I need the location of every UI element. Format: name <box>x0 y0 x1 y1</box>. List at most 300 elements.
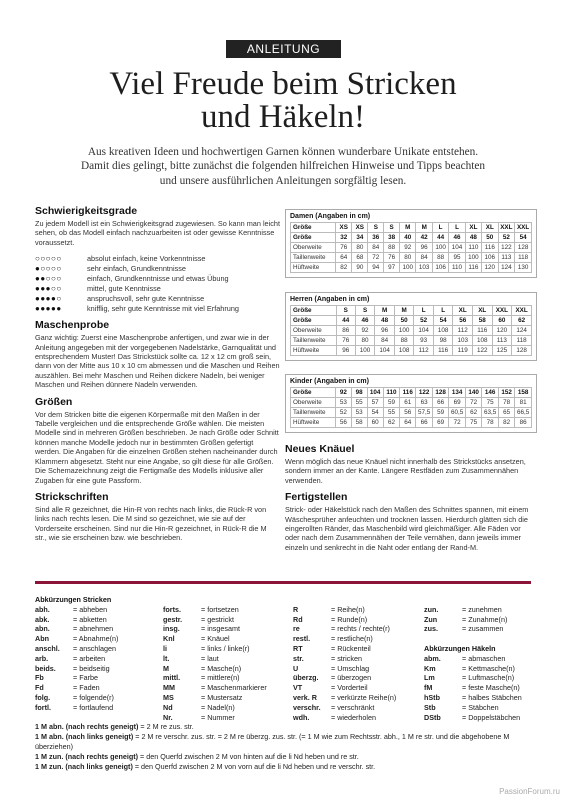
table-cell: 50 <box>482 233 498 243</box>
note-key: 1 M abn. (nach links geneigt) <box>35 732 134 741</box>
table-cell: 104 <box>367 388 383 398</box>
abbr-key: MS <box>163 692 174 702</box>
table-caption: Damen (Angaben in cm) <box>290 213 371 220</box>
abbr-row <box>424 605 522 615</box>
abbr-key: Zun <box>424 614 438 624</box>
abbr-value: = abketten <box>73 614 107 624</box>
table-caption: Herren (Angaben in cm) <box>290 296 370 303</box>
table-cell: 90 <box>352 263 368 273</box>
table-cell: 53 <box>351 408 367 418</box>
note-text: = 2 M re zus. str. <box>138 722 194 731</box>
table-cell: 84 <box>416 253 432 263</box>
table-row <box>291 243 532 253</box>
abbr-key: abn. <box>35 624 50 634</box>
table-cell: 98 <box>351 388 367 398</box>
table-cell: 125 <box>492 346 512 356</box>
abbr-key: abh. <box>35 604 50 614</box>
table-cell: 130 <box>515 263 532 273</box>
abbr-value: = Vorderteil <box>331 683 368 693</box>
abbr-row <box>293 644 396 654</box>
table-cell: 112 <box>453 326 473 336</box>
table-cell: S <box>368 223 384 233</box>
table-cell: 113 <box>498 253 515 263</box>
table-cell: 57 <box>367 398 383 408</box>
table-cell: 66 <box>433 398 449 408</box>
difficulty-level <box>35 293 280 303</box>
table-cell: L <box>449 223 465 233</box>
size-table <box>290 387 532 428</box>
table-cell: 57,5 <box>416 408 433 418</box>
difficulty-dots: ●●○○○ <box>35 273 62 283</box>
abbr-value: = Mustersatz <box>201 692 243 702</box>
abbr-key: lt. <box>163 653 170 663</box>
abbr-value: = überzogen <box>331 673 372 683</box>
table-row <box>291 336 532 346</box>
table-cell: 104 <box>414 326 434 336</box>
note-text: = den Querfd zwischen 2 M von vorn auf die li Nd heben und re verschr. str. <box>132 762 376 771</box>
size-table-women <box>285 209 537 278</box>
difficulty-label: einfach, Grundkenntnisse und etwas Übung <box>87 273 229 283</box>
watermark: PassionForum.ru <box>499 787 560 796</box>
table-cell: 116 <box>482 243 498 253</box>
table-cell: 36 <box>368 233 384 243</box>
table-row <box>291 263 532 273</box>
table-cell: 146 <box>482 388 499 398</box>
table-cell: 106 <box>482 253 498 263</box>
table-cell: 63,5 <box>482 408 499 418</box>
abbr-value: = wiederholen <box>331 712 376 722</box>
abbr-row <box>35 615 118 625</box>
table-cell: 54 <box>367 408 383 418</box>
abbr-row <box>163 703 267 713</box>
table-cell: 58 <box>472 316 492 326</box>
abbr-value: = Stäbchen <box>462 702 499 712</box>
abbr-value: = feste Masche(n) <box>462 683 520 693</box>
table-cell: 108 <box>472 336 492 346</box>
abbr-value: = arbeiten <box>73 653 106 663</box>
abbr-value: = fortlaufend <box>73 702 114 712</box>
note-text: = 2 M re verschr. zus. str. = 2 M re überzg. zus. str. (= 1 M wie zum Rechtsstr. abh., 1 M re str. und die abgehobene M überziehen) <box>35 732 510 751</box>
table-cell: 64 <box>400 418 416 428</box>
table-cell: Taillenweite <box>291 336 337 346</box>
table-row <box>291 253 532 263</box>
note-line <box>35 722 535 732</box>
abbr-key: mittl. <box>163 673 181 683</box>
table-caption: Kinder (Angaben in cm) <box>290 378 369 385</box>
table-cell: 56 <box>453 316 473 326</box>
table-cell: 60 <box>492 316 512 326</box>
abbr-value: = mittlere(n) <box>201 673 240 683</box>
table-cell: 116 <box>400 388 416 398</box>
difficulty-levels <box>35 253 280 313</box>
abbr-value: = Knäuel <box>201 634 230 644</box>
table-cell: Größe <box>291 316 337 326</box>
abbr-value: = Kettmasche(n) <box>462 663 515 673</box>
table-cell: 124 <box>512 326 532 336</box>
abbr-value: = Rückenteil <box>331 643 371 653</box>
table-cell: 124 <box>498 263 515 273</box>
table-cell: 128 <box>515 243 532 253</box>
notes <box>35 722 535 772</box>
abbr-row <box>163 713 267 723</box>
abbr-value: = Reihe(n) <box>331 604 365 614</box>
table-cell: 112 <box>414 346 434 356</box>
note-key: 1 M abn. (nach rechts geneigt) <box>35 722 139 731</box>
abbr-key: Nr. <box>163 712 173 722</box>
abbr-value: = anschlagen <box>73 643 116 653</box>
difficulty-dots: ○○○○○ <box>35 253 62 263</box>
difficulty-level <box>35 263 280 273</box>
abbr-key: folg. <box>35 692 51 702</box>
table-cell: XXL <box>492 306 512 316</box>
table-cell: 134 <box>449 388 466 398</box>
abbr-key: anschl. <box>35 643 60 653</box>
table-cell: XL <box>472 306 492 316</box>
left-column <box>35 205 280 549</box>
abbr-key: Nd <box>163 702 173 712</box>
table-cell: 88 <box>384 243 400 253</box>
table-cell: 110 <box>449 263 465 273</box>
table-cell: 80 <box>355 336 375 346</box>
abbr-row <box>424 595 522 605</box>
table-cell: Oberweite <box>291 398 336 408</box>
abbr-value: = Zunahme(n) <box>462 614 508 624</box>
table-row <box>291 408 532 418</box>
abbr-value: = Doppelstäbchen <box>462 712 521 722</box>
table-cell: M <box>416 223 432 233</box>
note-key: 1 M zun. (nach links geneigt) <box>35 762 133 771</box>
abbr-value: = abmaschen <box>462 653 506 663</box>
abbr-row <box>293 615 396 625</box>
difficulty-heading: Schwierigkeitsgrade <box>35 205 138 217</box>
abbr-heading <box>424 634 426 644</box>
title-line-2: und Häkeln! <box>200 99 366 135</box>
abbr-key: Fb <box>35 673 44 683</box>
abbr-row <box>163 654 267 664</box>
abbr-row <box>35 703 118 713</box>
abbr-row <box>163 595 267 605</box>
table-cell: 56 <box>400 408 416 418</box>
table-cell: 86 <box>515 418 532 428</box>
abbr-row <box>35 595 118 605</box>
abbr-row <box>424 644 522 654</box>
table-cell: 66,5 <box>515 408 532 418</box>
abbr-key: fortl. <box>35 702 51 712</box>
abbr-row <box>293 713 396 723</box>
table-cell: 76 <box>384 253 400 263</box>
table-cell: 40 <box>400 233 416 243</box>
table-cell: 59 <box>433 408 449 418</box>
abbr-value: = Maschenmarkierer <box>201 683 267 693</box>
abbr-row <box>424 703 522 713</box>
abbr-value: = gestrickt <box>201 614 234 624</box>
abbr-row <box>293 595 396 605</box>
abbr-value: = Luftmasche(n) <box>462 673 515 683</box>
abbr-row <box>424 673 522 683</box>
abbr-value: = verschränkt <box>331 702 375 712</box>
table-cell: XS <box>336 223 352 233</box>
abbr-value: = abnehmen <box>73 624 114 634</box>
abbr-key: gestr. <box>163 614 183 624</box>
table-cell: 80 <box>352 243 368 253</box>
table-cell: M <box>375 306 395 316</box>
table-cell: 72 <box>368 253 384 263</box>
abbr-value: = laut <box>201 653 219 663</box>
abbr-key: M <box>163 663 169 673</box>
table-row <box>291 306 532 316</box>
abbr-value: = Nummer <box>201 712 235 722</box>
abbr-key: hStb <box>424 692 440 702</box>
abbr-key: verschr. <box>293 702 321 712</box>
table-cell: 100 <box>355 346 375 356</box>
abbr-col-2 <box>163 595 267 722</box>
section-badge: ANLEITUNG <box>226 40 341 58</box>
table-cell: S <box>336 306 355 316</box>
abbr-row <box>35 654 118 664</box>
table-cell: Taillenweite <box>291 253 336 263</box>
abbr-row <box>424 693 522 703</box>
abbr-value: = Umschlag <box>331 663 370 673</box>
abbr-value: = Faden <box>73 683 100 693</box>
abbr-row <box>35 644 118 654</box>
note-text: = den Querfd zwischen 2 M von hinten auf die li Nd heben und re str. <box>138 752 359 761</box>
table-cell: 66 <box>416 418 433 428</box>
table-cell: XL <box>453 306 473 316</box>
abbr-value: = Masche(n) <box>201 663 242 673</box>
difficulty-text: Zu jedem Modell ist ein Schwierigkeitsgrad zugewiesen. So kann man leicht sehen, ob das Modell einfach nachzuarbeiten ist oder gewisse Kenntnisse voraussetzt. <box>35 219 280 247</box>
abbr-key: forts. <box>163 604 181 614</box>
table-cell: 61 <box>400 398 416 408</box>
difficulty-level <box>35 303 280 313</box>
difficulty-dots: ●○○○○ <box>35 263 62 273</box>
table-cell: 46 <box>449 233 465 243</box>
abbr-key: re <box>293 624 300 634</box>
table-cell: 34 <box>352 233 368 243</box>
table-cell: 88 <box>432 253 448 263</box>
table-cell: L <box>414 306 434 316</box>
abbr-row <box>293 673 396 683</box>
difficulty-dots: ●●●○○ <box>35 283 62 293</box>
table-cell: 95 <box>449 253 465 263</box>
abbr-row <box>163 664 267 674</box>
table-cell: 62 <box>383 418 399 428</box>
table-cell: XXL <box>512 306 532 316</box>
table-cell: 113 <box>492 336 512 346</box>
table-cell: 44 <box>336 316 355 326</box>
table-cell: XL <box>465 223 481 233</box>
table-cell: 104 <box>449 243 465 253</box>
table-cell: 38 <box>384 233 400 243</box>
table-cell: 120 <box>492 326 512 336</box>
table-cell: Hüftweite <box>291 418 336 428</box>
table-cell: 119 <box>453 346 473 356</box>
table-cell: 84 <box>368 243 384 253</box>
table-cell: 63 <box>416 398 433 408</box>
table-cell: 52 <box>336 408 352 418</box>
abbr-row <box>293 654 396 664</box>
table-cell: 50 <box>394 316 414 326</box>
abbr-row <box>293 703 396 713</box>
size-table-children <box>285 374 537 433</box>
table-cell: 128 <box>433 388 449 398</box>
abbr-value: = links / linke(r) <box>201 643 250 653</box>
size-table <box>290 222 532 273</box>
abbr-row <box>35 673 118 683</box>
abbr-row <box>293 693 396 703</box>
table-cell: L <box>433 306 453 316</box>
difficulty-label: mittel, gute Kenntnisse <box>87 283 161 293</box>
table-cell: 110 <box>383 388 399 398</box>
abbr-heading: Abkürzungen Stricken <box>35 595 112 604</box>
table-cell: Oberweite <box>291 326 337 336</box>
difficulty-level <box>35 273 280 283</box>
table-cell: 92 <box>355 326 375 336</box>
table-row <box>291 388 532 398</box>
table-cell: 128 <box>512 346 532 356</box>
abbr-row <box>35 664 118 674</box>
table-cell: 69 <box>449 398 466 408</box>
note-line <box>35 762 535 772</box>
finishing-text: Strick- oder Häkelstück nach den Maßen des Schnittes spannen, mit einem Wäschesprüher anfeuchten und trocknen lassen. Hierdurch glätten sich die eingerollten Ränder, das Maschenbild wird gleichmäßiger. Alle Fäden vor oder nach dem Zusammennähen der Teile vernähen, dann jeweils immer einzeln und senkrecht in die Naht oder entlang der Rand-M. <box>285 505 529 552</box>
abbr-row <box>424 654 522 664</box>
abbr-key: verk. R <box>293 692 317 702</box>
note-line <box>35 752 535 762</box>
table-cell: 53 <box>336 398 352 408</box>
right-column <box>285 443 535 558</box>
abbr-key: zun. <box>424 604 439 614</box>
newball-text: Wenn möglich das neue Knäuel nicht innerhalb des Strickstücks ansetzen, sondern immer an der Kante. Längere Restfäden zum Zusammennähen verwenden. <box>285 457 526 485</box>
table-cell: 32 <box>336 233 352 243</box>
abbr-value: = halbes Stäbchen <box>462 692 522 702</box>
abbr-key: zus. <box>424 624 438 634</box>
table-cell: 96 <box>336 346 355 356</box>
abbr-key: Lm <box>424 673 435 683</box>
table-cell: 59 <box>383 398 399 408</box>
table-cell: M <box>394 306 414 316</box>
table-cell: 42 <box>416 233 432 243</box>
table-cell: 122 <box>498 243 515 253</box>
table-cell: M <box>400 223 416 233</box>
abbr-row <box>293 664 396 674</box>
abbr-key: RT <box>293 643 303 653</box>
abbr-row <box>293 624 396 634</box>
abbr-key: li <box>163 643 167 653</box>
table-cell: 60,5 <box>449 408 466 418</box>
table-cell: 116 <box>433 346 453 356</box>
table-cell: XL <box>482 223 498 233</box>
abbr-col-4 <box>424 595 522 722</box>
abbr-key: abm. <box>424 653 441 663</box>
table-row <box>291 223 532 233</box>
abbr-row <box>163 693 267 703</box>
table-cell: 100 <box>432 243 448 253</box>
abbr-heading <box>163 595 165 605</box>
table-cell: 82 <box>336 263 352 273</box>
table-cell: 55 <box>351 398 367 408</box>
abbr-row <box>163 634 267 644</box>
table-cell: 54 <box>515 233 532 243</box>
table-row <box>291 233 532 243</box>
abbr-key: Km <box>424 663 436 673</box>
table-cell: 62 <box>465 408 481 418</box>
abbr-key: überzg. <box>293 673 319 683</box>
table-cell: 54 <box>433 316 453 326</box>
abbr-key: beids. <box>35 663 56 673</box>
table-cell: S <box>384 223 400 233</box>
abbr-value: = beidseitig <box>73 663 110 673</box>
abbr-row <box>163 605 267 615</box>
abbr-key: R <box>293 604 299 614</box>
abbr-key: insg. <box>163 624 180 634</box>
sizes-text: Vor dem Stricken bitte die eigenen Körpermaße mit den Maßen in der Tabelle vergleichen und die entsprechende Größe wählen. Die meisten Modelle sind in mehreren Größen beschrieben. Je nach Größe oder Schnitt können manche Modelle jedoch nur in bestimmten Größen gefertigt werden. Die Angaben für die einzelnen Größen stehen nacheinander durch Klammern abgesetzt. Steht nur eine Angabe, so gilt diese für alle Größen. Die Schemazeichnung zeigt die Fertigmaße des Modells inklusive aller Zugaben für eine gute Passform. <box>35 409 279 485</box>
abbr-row <box>424 634 522 644</box>
notation-text: Sind alle R gezeichnet, die Hin-R von rechts nach links, die Rück-R von links nach rechts lesen. Die M sind so gezeichnet, wie sie auf der Vorderseite erscheinen. Sind nur die Hin-R gezeichnet, in Rück-R die M str., wie sie erscheinen bzw. wie beschrieben. <box>35 504 267 543</box>
abbr-row <box>163 615 267 625</box>
gauge-heading: Maschenprobe <box>35 319 110 332</box>
abbr-heading <box>293 595 295 605</box>
abbr-value: = Runde(n) <box>331 614 368 624</box>
table-cell: 72 <box>465 398 481 408</box>
table-cell: 103 <box>416 263 432 273</box>
abbr-row <box>163 644 267 654</box>
abbr-row <box>35 624 118 634</box>
abbr-key: str. <box>293 653 304 663</box>
abbr-value: = insgesamt <box>201 624 240 634</box>
abbr-col-1 <box>35 595 118 713</box>
table-cell: XXL <box>498 223 515 233</box>
table-cell: 44 <box>432 233 448 243</box>
abbr-value: = Farbe <box>73 673 98 683</box>
abbr-key: Abn <box>35 634 49 644</box>
table-cell: Taillenweite <box>291 408 336 418</box>
table-cell: 96 <box>375 326 395 336</box>
table-cell: 96 <box>416 243 432 253</box>
difficulty-label: sehr einfach, Grundkenntnisse <box>87 263 186 273</box>
title-line-1: Viel Freude beim Stricken <box>109 66 457 102</box>
table-cell: 69 <box>433 418 449 428</box>
table-cell: 110 <box>465 243 481 253</box>
difficulty-level <box>35 283 280 293</box>
abbr-key: wdh. <box>293 712 310 722</box>
table-cell: 80 <box>400 253 416 263</box>
abbr-key: Rd <box>293 614 303 624</box>
difficulty-label: anspruchsvoll, sehr gute Kenntnisse <box>87 293 205 303</box>
table-cell: 56 <box>336 418 352 428</box>
table-cell: 94 <box>368 263 384 273</box>
table-cell: 100 <box>394 326 414 336</box>
table-cell: 75 <box>482 398 499 408</box>
size-table <box>290 305 532 356</box>
sizes-heading: Größen <box>35 395 73 408</box>
table-cell: 98 <box>433 336 453 346</box>
abbr-col-3 <box>293 595 396 722</box>
abbr-value: = verkürzte Reihe(n) <box>331 692 397 702</box>
table-cell: 106 <box>432 263 448 273</box>
abbr-key: MM <box>163 683 175 693</box>
abbr-row <box>35 634 118 644</box>
abbr-key: fM <box>424 683 433 693</box>
abbr-heading: Abkürzungen Häkeln <box>424 643 496 653</box>
gauge-text: Ganz wichtig: Zuerst eine Maschenprobe anfertigen, und zwar wie in der Anleitung angegeben mit der vorgegebenen Nadelstärke, Garnqualität und entsprechendem Muster! Das Strickstück sollte ca. 12 x 12 cm groß sein, dann von der Mitte aus 10 x 10 cm abmessen und die Maschen und Reihen auszählen. Bei mehr Maschen und Reihen dickere Nadeln, bei weniger Maschen und Reihen dünnere Nadeln verwenden. <box>35 333 280 390</box>
table-cell: 158 <box>515 388 532 398</box>
table-cell: L <box>432 223 448 233</box>
difficulty-level <box>35 253 280 263</box>
abbr-value: = folgende(r) <box>73 692 114 702</box>
abbr-value: = zunehmen <box>462 604 502 614</box>
abbr-row <box>293 634 396 644</box>
abbr-row <box>293 683 396 693</box>
table-cell: Größe <box>291 306 337 316</box>
